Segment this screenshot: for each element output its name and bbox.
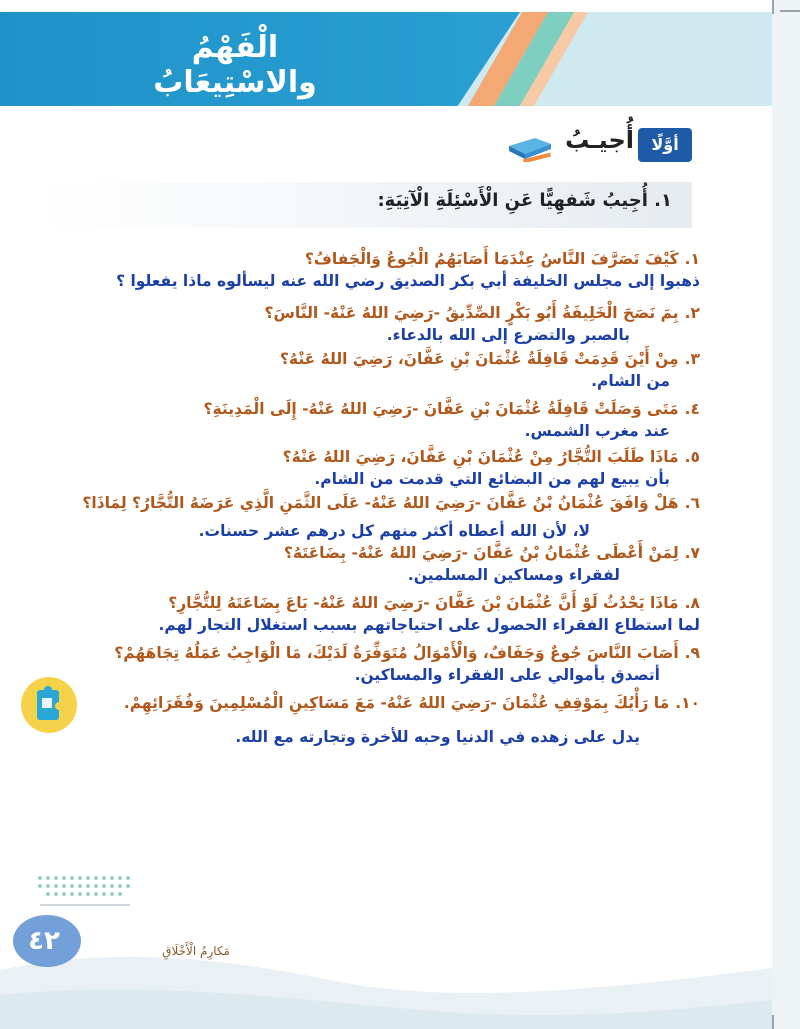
footer-wave — [0, 950, 772, 1029]
question-text: ٤.مَتَى وَصَلَتْ قَافِلَةُ عُثْمَانَ بْنِ عَفَّانَ -رَضِيَ اللهُ عَنْهُ- إِلَى الْمَدِينَةِ؟ — [203, 400, 700, 418]
answer-text: ذهبوا إلى مجلس الخليفة أبي بكر الصديق رضي الله عنه ليسألوه ماذا يفعلوا ؟ — [116, 272, 700, 290]
puzzle-icon — [20, 676, 78, 734]
question-text: ٩.أَصَابَ النَّاسَ جُوعٌ وَجَفَافٌ، وَالْأَمْوَالُ مُتَوَفِّرَةٌ لَدَيْكَ، مَا الْوَاجِبُ عَمَلُهُ تِجَاهَهُمْ؟ — [114, 644, 700, 662]
question-text: ٢.بِمَ نَصَحَ الْخَلِيفَةُ أَبُو بَكْرٍ الصِّدِّيقُ -رَضِيَ اللهُ عَنْهُ- النَّاسَ؟ — [264, 304, 700, 322]
answer-text: من الشام. — [591, 372, 670, 390]
answer-text: يدل على زهده في الدنيا وحبه للأخرة وتجارته مع الله. — [235, 728, 640, 746]
answer-text: أتصدق بأموالي على الفقراء والمساكين. — [354, 666, 660, 684]
question-text: ٣.مِنْ أَيْنَ قَدِمَتْ قَافِلَةُ عُثْمَانَ بْنِ عَفَّانَ، رَضِيَ اللهُ عَنْهُ؟ — [279, 350, 700, 368]
book-name: مَكارِمُ الْأَخْلَاقِ — [162, 944, 230, 958]
list-item — [60, 446, 700, 490]
chapter-title: الْفَهْمُ والاسْتِيعَابُ — [153, 30, 317, 100]
question-text: ٧.لِمَنْ أَعْطَى عُثْمَانُ بْنُ عَفَّانَ -رَضِيَ اللهُ عَنْهُ- بِضَاعَتَهُ؟ — [283, 544, 700, 562]
answer-text: بأن يبيع لهم من البضائع التي قدمت من الشام. — [314, 470, 670, 488]
list-item — [60, 642, 700, 686]
page-number: ٤٢ — [28, 926, 60, 956]
question-text: ٥.مَاذَا طَلَبَ التُّجَّارُ مِنْ عُثْمَانَ بْنِ عَفَّانَ، رَضِيَ اللهُ عَنْهُ؟ — [282, 448, 700, 466]
instruction-bar — [40, 182, 692, 228]
section-title: أُجيـبُ — [565, 126, 634, 154]
answer-text: لفقراء ومساكين المسلمين. — [407, 566, 620, 584]
answer-text: لما استطاع الفقراء الحصول على احتياجاتهم بسبب استغلال التجار لهم. — [158, 616, 700, 634]
question-text: ١.كَيْفَ تَصَرَّفَ النَّاسُ عِنْدَمَا أَصَابَهُمُ الْجُوعُ وَالْجَفافُ؟ — [304, 250, 700, 268]
list-item — [60, 398, 700, 442]
instruction-text: ١. أُجِيبُ شَفهِيًّا عَنِ الْأَسْئِلَةِ الْآتِيَةِ: — [377, 190, 672, 211]
answer-text: لا، لأن الله أعطاه أكثر منهم كل درهم عشر حسنات. — [198, 522, 590, 540]
chapter-header-banner — [0, 12, 772, 106]
question-text: ٦.هَلْ وَافَقَ عُثْمَانُ بْنُ عَفَّانَ -رَضِيَ اللهُ عَنْهُ- عَلَى الثَّمَنِ الَّذِي عَرَضَهُ التُّجَّارُ؟ لِمَاذَا؟ — [82, 494, 700, 512]
question-text: ٨.مَاذَا يَحْدُثُ لَوْ أَنَّ عُثْمَانَ بْنَ عَفَّانَ -رَضِيَ اللهُ عَنْهُ- بَاعَ بِضَاعَتَهُ لِلتُّجَّارِ؟ — [168, 594, 700, 612]
list-item — [60, 542, 700, 586]
list-item — [60, 592, 700, 636]
question-text: ١٠.مَا رَأْيُكَ بِمَوْقِفِ عُثْمَانَ -رَضِيَ اللهُ عَنْهُ- مَعَ مَسَاكِينِ الْمُسْلِمِينَ وَفُقَرَائِهِمْ. — [123, 694, 700, 712]
book-pencil-icon — [505, 130, 555, 162]
list-item — [60, 302, 700, 346]
section-badge: أوَّلًا — [638, 128, 692, 162]
answer-text: بالصبر والتضرع إلى الله بالدعاء. — [386, 326, 630, 344]
page-margin-strip — [772, 0, 800, 1029]
list-item — [60, 492, 700, 542]
list-item — [60, 692, 700, 748]
list-item — [60, 348, 700, 392]
list-item — [60, 248, 700, 292]
answer-text: عند مغرب الشمس. — [524, 422, 670, 440]
